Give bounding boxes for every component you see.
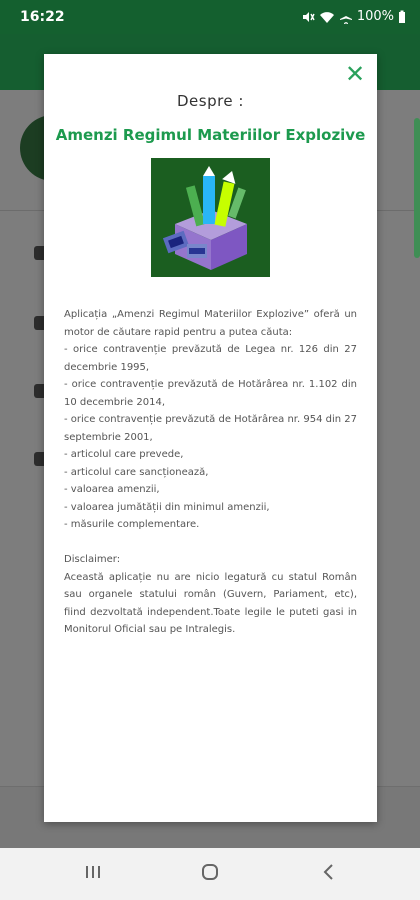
- app-name: Amenzi Regimul Materiilor Explozive: [55, 126, 366, 144]
- wifi-icon: [319, 10, 335, 24]
- list-item: - valoarea jumătății din minimul amenzii,: [64, 501, 270, 513]
- status-time: 16:22: [20, 9, 65, 25]
- list-item: - articolul care prevede,: [64, 449, 184, 460]
- list-item: - orice contravenție prevăzută de Hotărârea nr. 1.102 din 10 decembrie 2014,: [64, 379, 357, 408]
- status-bar: [0, 0, 420, 34]
- battery-icon: [398, 10, 406, 24]
- status-icons: [301, 9, 406, 24]
- close-icon[interactable]: ✕: [344, 60, 366, 88]
- list-item: - orice contravenție prevăzută de Hotărârea nr. 954 din 27 septembrie 2001,: [64, 414, 357, 443]
- back-icon[interactable]: [317, 862, 341, 886]
- battery-percent: 100%: [356, 9, 394, 24]
- home-icon[interactable]: [198, 862, 222, 886]
- dialog-title: Despre :: [176, 92, 244, 110]
- list-item: - orice contravenție prevăzută de Legea nr. 126 din 27 decembrie 1995,: [64, 344, 357, 373]
- intro-text: Aplicația „Amenzi Regimul Materiilor Explozive” oferă un motor de căutare rapid pentru a putea căuta:: [64, 309, 357, 338]
- list-item: - măsurile complementare.: [64, 519, 200, 530]
- list-item: - valoarea amenzii,: [64, 484, 160, 495]
- list-item: - articolul care sancționează,: [64, 466, 209, 478]
- disclaimer-label: Disclaimer:: [64, 554, 121, 565]
- mute-icon: [301, 10, 315, 24]
- description: [64, 306, 357, 639]
- fireworks-box-icon: [151, 158, 270, 277]
- scrollbar[interactable]: [414, 118, 420, 258]
- about-dialog: [44, 54, 377, 822]
- navigation-bar: [0, 848, 420, 900]
- recents-icon[interactable]: [81, 862, 105, 886]
- airplane-icon: [339, 10, 353, 24]
- disclaimer-text: Această aplicație nu are nicio legatură cu statul Român sau organele statului român (Guvern, Pariament, etc), fiind dezvoltată independent.Toate legile le puteti gasi in Monitorul Oficial sau pe Intralegis.: [64, 571, 357, 635]
